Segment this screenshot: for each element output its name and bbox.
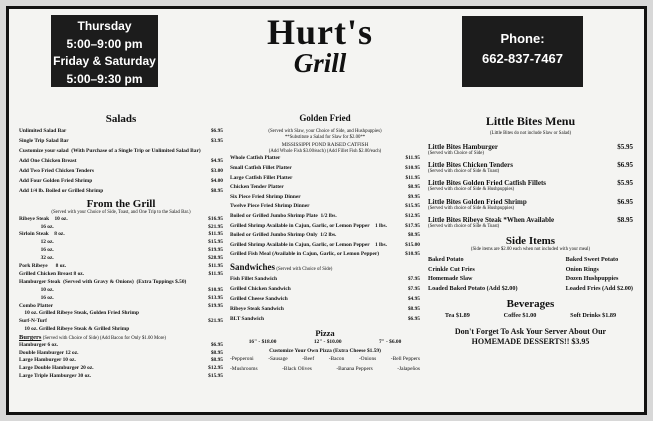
menu-item-name: Large Hamburger 10 oz.: [19, 357, 76, 364]
menu-item-price: $4.95: [210, 158, 223, 164]
menu-item-name: Large Double Hamburger 20 oz.: [19, 365, 94, 372]
sides-grid: [428, 255, 633, 293]
pizza-sizes: [230, 339, 420, 345]
catfish-note: (Add Whole Fish $3.00/each) (Add Fillet Fish $2.00/each): [268, 148, 382, 154]
menu-row: [19, 318, 223, 326]
dessert-line-2: HOMEMADE DESSERTS!! $3.95: [471, 337, 590, 347]
menu-item-name: Ribeye Steak 10 oz.: [19, 215, 68, 222]
beverages-list: [428, 312, 633, 320]
menu-row: [230, 202, 420, 212]
menu-item-name: 32 oz.: [19, 255, 54, 262]
hours-box: [51, 15, 158, 87]
menu-row: [19, 357, 223, 365]
menu-item-price: $15.95: [405, 203, 420, 210]
menu-item-price: $6.95: [407, 316, 420, 323]
topping: -Bell Peppers: [390, 356, 420, 363]
menu-item-name: Add Two Fried Chicken Tenders: [19, 168, 94, 174]
little-bites-name: Little Bites Golden Fried Shrimp: [428, 197, 527, 206]
topping: -Black Olives: [282, 365, 312, 372]
menu-item-name: Unlimited Salad Bar: [19, 128, 67, 134]
side-item: Dozen Hushpuppies: [565, 275, 619, 283]
menu-item-name: Hamburger Steak (Served with Gravy & Onions) (Extra Toppings $.50): [19, 278, 187, 285]
menu-item-price: $8.95: [407, 184, 420, 191]
sandwiches-title: Sandwiches: [230, 261, 276, 272]
menu-item-price: $21.95: [208, 318, 223, 325]
menu-item-price: $8.95: [407, 306, 420, 313]
menu-row: [230, 164, 420, 174]
menu-item-name: Pork Ribeye 8 oz.: [19, 263, 67, 270]
little-bites-item: [428, 216, 633, 229]
menu-row: [19, 166, 223, 176]
menu-item-name: Grilled Shrimp Available in Cajun, Garlic, or Lemon Pepper 1 lbs.: [230, 222, 387, 229]
menu-item-price: $8.95: [407, 232, 420, 239]
little-bites-price: $6.95: [617, 161, 633, 169]
menu-item-price: $6.95: [210, 341, 223, 348]
menu-row: [19, 216, 223, 224]
menu-item-price: $3.00: [210, 168, 223, 174]
menu-row: [19, 350, 223, 358]
menu-item-name: Small Catfish Fillet Platter: [230, 164, 292, 171]
burgers-title: Burgers: [19, 334, 42, 342]
little-bites-row: [428, 198, 633, 206]
fried-note-1: (Served with Slaw, your Choice of Side, and Hushpuppies): [268, 129, 382, 134]
menu-item-name: Boiled or Grilled Jumbo Shrimp Plate 1/2 lbs.: [230, 212, 337, 219]
beverage-item: Coffee $1.00: [503, 312, 537, 320]
pizza-size-small: 7" - $6.00: [378, 339, 402, 346]
menu-row: [19, 156, 223, 166]
menu-row: [19, 279, 223, 287]
little-bites-item: [428, 143, 633, 156]
menu-row: [19, 186, 223, 196]
menu-item-name: BLT Sandwich: [230, 316, 265, 323]
little-bites-item: [428, 161, 633, 174]
menu-item-name: Add Four Golden Fried Shrimp: [19, 178, 93, 184]
menu-item-price: $28.95: [208, 255, 223, 262]
menu-item-price: $8.95: [210, 349, 223, 356]
menu-item-name: 10 oz. Grilled Ribeye Steak & Grilled Shrimp: [19, 326, 130, 333]
menu-row: [19, 271, 223, 279]
menu-row: [19, 342, 223, 350]
sides-left: [428, 255, 518, 293]
menu-item-name: 16 oz.: [19, 247, 54, 254]
menu-item-price: $11.95: [208, 263, 223, 270]
sides-title: Side Items: [505, 234, 556, 247]
little-bites-note: (Little Bites do not include Slaw or Salad): [489, 131, 572, 136]
menu-item-name: Whole Catfish Platter: [230, 155, 281, 162]
phone-box: [462, 16, 583, 87]
beverage-item: Soft Drinks $1.89: [570, 312, 617, 320]
menu-item-name: Chicken Tender Platter: [230, 184, 284, 191]
grill-title: From the Grill: [86, 198, 156, 210]
topping: -Banana Peppers: [336, 365, 373, 372]
menu-item-name: Grilled Chicken Sandwich: [230, 286, 291, 293]
menu-row: [19, 146, 223, 156]
menu-row: [230, 193, 420, 203]
menu-item-price: $8.95: [210, 188, 223, 194]
topping: -Sausage: [268, 356, 288, 363]
little-bites-name: Little Bites Chicken Tenders: [428, 161, 513, 169]
hours-day-2: Friday & Saturday: [53, 54, 156, 68]
menu-row: [19, 287, 223, 295]
topping: -Pepperoni: [230, 356, 254, 363]
phone-number: 662-837-7467: [482, 51, 563, 66]
little-bites-price: $6.95: [617, 197, 633, 206]
menu-row: [230, 250, 420, 260]
menu-item-price: $4.95: [407, 296, 420, 303]
menu-item-name: 10 oz.: [19, 286, 54, 293]
menu-item-price: $10.95: [405, 164, 420, 171]
little-bites-name: Little Bites Hamburger: [428, 142, 498, 151]
menu-item-price: $10.95: [405, 251, 420, 258]
burgers-note: (Served with Choice of Side) (Add Bacon for Only $1.00 More): [42, 336, 166, 342]
side-item: Crinkle Cut Fries: [428, 265, 475, 273]
menu-item-price: $4.00: [210, 178, 223, 184]
menu-item-price: $11.95: [405, 155, 420, 162]
fried-title: Golden Fried: [299, 113, 351, 123]
menu-item-price: $16.95: [208, 215, 223, 222]
little-bites-price: $5.95: [617, 142, 633, 151]
menu-item-price: $15.00: [405, 241, 420, 248]
side-item: Loaded Baked Potato (Add $2.00): [428, 284, 518, 292]
menu-row: [19, 224, 223, 232]
menu-item-name: 16 oz.: [19, 294, 54, 301]
little-bites-list: [428, 143, 633, 230]
menu-row: [230, 183, 420, 193]
menu-row: [19, 295, 223, 303]
menu-item-price: $19.95: [208, 247, 223, 254]
menu-item-name: Single Trip Salad Bar: [19, 138, 69, 144]
menu-row: [19, 126, 223, 136]
menu-item-name: Customize your salad (With Purchase of a Single Trip or Unlimited Salad Bar): [19, 148, 201, 154]
menu-row: [19, 231, 223, 239]
menu-item-price: $3.95: [210, 138, 223, 144]
little-bites-desc: (Served with choice of Side & Toast): [428, 224, 500, 230]
pizza-title: Pizza: [315, 328, 335, 339]
menu-row: [230, 241, 420, 251]
pizza-toppings-row-2: [230, 366, 420, 372]
menu-row: [230, 231, 420, 241]
beverage-item: Tea $1.89: [444, 312, 470, 320]
hours-time-1: 5:00–9:00 pm: [66, 36, 143, 51]
menu-row: [230, 284, 420, 294]
little-bites-item: [428, 179, 633, 192]
hours-day-1: Thursday: [77, 19, 132, 33]
menu-item-name: Fish Fillet Sandwich: [230, 276, 278, 283]
little-bites-row: [428, 179, 633, 187]
topping: -Mushrooms: [230, 365, 258, 372]
menu-row: [19, 373, 223, 381]
menu-row: [19, 136, 223, 146]
restaurant-logo: [250, 14, 390, 76]
pizza-toppings-row-1: [230, 356, 420, 362]
topping: -Jalapeños: [397, 365, 420, 372]
menu-item-price: $11.95: [405, 174, 420, 181]
menu-item-name: Twelve Piece Fried Shrimp Dinner: [230, 203, 310, 210]
dessert-line-1: Don't Forget To Ask Your Server About Our: [454, 327, 607, 337]
logo-line-2: Grill: [293, 48, 347, 78]
sandwiches-list: [230, 274, 420, 324]
menu-item-name: Grilled Cheese Sandwich: [230, 296, 288, 303]
menu-row: [19, 239, 223, 247]
little-bites-desc: (Served with choice of Side & Hushpuppies): [428, 205, 515, 211]
pizza-customize: Customize Your Own Pizza (Extra Cheese $1.59): [269, 347, 381, 354]
beverages-title: Beverages: [506, 298, 555, 311]
menu-item-price: $17.95: [405, 222, 420, 229]
side-item: Onion Rings: [565, 265, 599, 273]
menu-row: [230, 294, 420, 304]
menu-row: [19, 303, 223, 311]
menu-item-price: $21.95: [208, 223, 223, 230]
menu-row: [19, 365, 223, 373]
menu-item-price: $15.95: [208, 239, 223, 246]
grill-note: (Served with your Choice of Side, Toast, and One Trip to the Salad Bar.): [51, 210, 191, 215]
sides-right: [566, 255, 633, 293]
logo-line-1: Hurt's: [266, 12, 373, 52]
menu-item-name: 10 oz. Grilled Ribeye Steak, Golden Fried Shrimp: [19, 310, 139, 317]
little-bites-price: $8.95: [617, 216, 633, 225]
sandwiches-note: (Served with Choice of Side): [276, 266, 333, 272]
menu-item-name: Grilled Chicken Breast 8 oz.: [19, 270, 85, 277]
menu-row: [19, 326, 223, 334]
menu-row: [19, 255, 223, 263]
menu-row: [230, 222, 420, 232]
burgers-list: [19, 342, 223, 382]
menu-item-price: $6.95: [210, 128, 223, 134]
menu-item-price: $8.95: [210, 357, 223, 364]
menu-item-name: Add One Chicken Breast: [19, 158, 77, 164]
menu-item-name: Hamburger 6 oz.: [19, 341, 58, 348]
catfish-heading: MISSISSIPPI POND RAISED CATFISH: [281, 142, 369, 149]
menu-item-price: $13.95: [208, 294, 223, 301]
menu-item-price: $11.95: [208, 270, 223, 277]
little-bites-desc: (Served with Choice of Side): [428, 150, 484, 156]
topping: -Bacon: [328, 356, 345, 363]
menu-item-price: $9.95: [407, 193, 420, 200]
sides-note: (Side items are $2.00 each when not included with your meal): [470, 246, 591, 252]
grill-list: [19, 216, 223, 335]
menu-item-price: $15.95: [208, 373, 223, 380]
menu-item-name: 16 oz.: [19, 223, 54, 230]
menu-item-name: Sirloin Steak 8 oz.: [19, 231, 65, 238]
menu-item-price: $10.95: [208, 286, 223, 293]
menu-item-name: Grilled Shrimp Available in Cajun, Garlic, or Lemon Pepper 1 lbs.: [230, 241, 387, 248]
fried-list: [230, 154, 420, 260]
side-item: Homemade Slaw: [428, 275, 473, 283]
menu-item-name: Ribeye Steak Sandwich: [230, 306, 284, 313]
menu-item-name: 12 oz.: [19, 239, 54, 246]
pizza-size-large: 16" - $18.00: [248, 339, 277, 346]
menu-item-name: Boiled or Grilled Jumbo Shrimp Only 1/2 lbs.: [230, 232, 337, 239]
menu-item-price: $12.95: [405, 212, 420, 219]
menu-item-name: Double Hamburger 12 oz.: [19, 349, 79, 356]
menu-item-name: Add 1/4 lb. Boiled or Grilled Shrimp: [19, 188, 104, 194]
little-bites-item: [428, 198, 633, 211]
pizza-size-medium: 12" - $10.00: [313, 339, 342, 346]
menu-row: [19, 247, 223, 255]
little-bites-row: [428, 161, 633, 169]
menu-item-price: $12.95: [208, 365, 223, 372]
menu-row: [230, 174, 420, 184]
side-item: Baked Sweet Potato: [565, 256, 619, 264]
menu-row: [19, 263, 223, 271]
right-column: [428, 114, 633, 347]
hours-time-2: 5:00–9:30 pm: [66, 71, 143, 86]
menu-row: [230, 154, 420, 164]
menu-item-name: Grilled Fish Meal (Available in Cajun, Garlic, or Lemon Pepper): [230, 251, 380, 258]
menu-row: [230, 314, 420, 324]
menu-item-name: Six Piece Fried Shrimp Dinner: [230, 193, 301, 200]
little-bites-desc: (Served with choice of Side & Hushpuppies): [428, 187, 515, 193]
menu-row: [230, 304, 420, 314]
fried-note-2: **Substitute a Salad for Slaw for $2.00**: [284, 134, 366, 140]
little-bites-price: $5.95: [617, 179, 633, 188]
little-bites-title: Little Bites Menu: [485, 114, 576, 128]
menu-row: [230, 212, 420, 222]
little-bites-desc: (Served with choice of Side & Toast): [428, 169, 500, 174]
menu-item-name: Surf-N-Turf: [19, 318, 47, 325]
salads-title: Salads: [105, 113, 137, 125]
little-bites-row: [428, 216, 633, 224]
menu-item-price: $7.95: [407, 286, 420, 293]
little-bites-row: [428, 143, 633, 151]
side-item: Loaded Fries (Add $2.00): [565, 284, 633, 292]
phone-label: Phone:: [500, 31, 545, 46]
menu-item-name: Large Triple Hamburger 30 oz.: [19, 373, 92, 380]
menu-row: [19, 310, 223, 318]
little-bites-name: Little Bites Golden Fried Catfish Fillets: [428, 179, 547, 188]
left-column: [19, 113, 223, 381]
menu-row: [230, 274, 420, 284]
menu-row: [19, 176, 223, 186]
little-bites-name: Little Bites Ribeye Steak *When Available: [428, 216, 555, 225]
menu-item-price: $7.95: [407, 276, 420, 283]
topping: -Beef: [302, 356, 315, 363]
menu-item-name: Large Catfish Fillet Platter: [230, 174, 293, 181]
sandwiches-header: [230, 261, 420, 272]
menu-item-name: Combo Platter: [19, 302, 53, 309]
side-item: Baked Potato: [428, 256, 464, 264]
menu-item-price: $19.95: [208, 302, 223, 309]
middle-column: [230, 113, 420, 372]
salads-list: [19, 126, 223, 196]
menu-item-price: $11.95: [208, 231, 223, 238]
topping: -Onions: [358, 356, 377, 363]
